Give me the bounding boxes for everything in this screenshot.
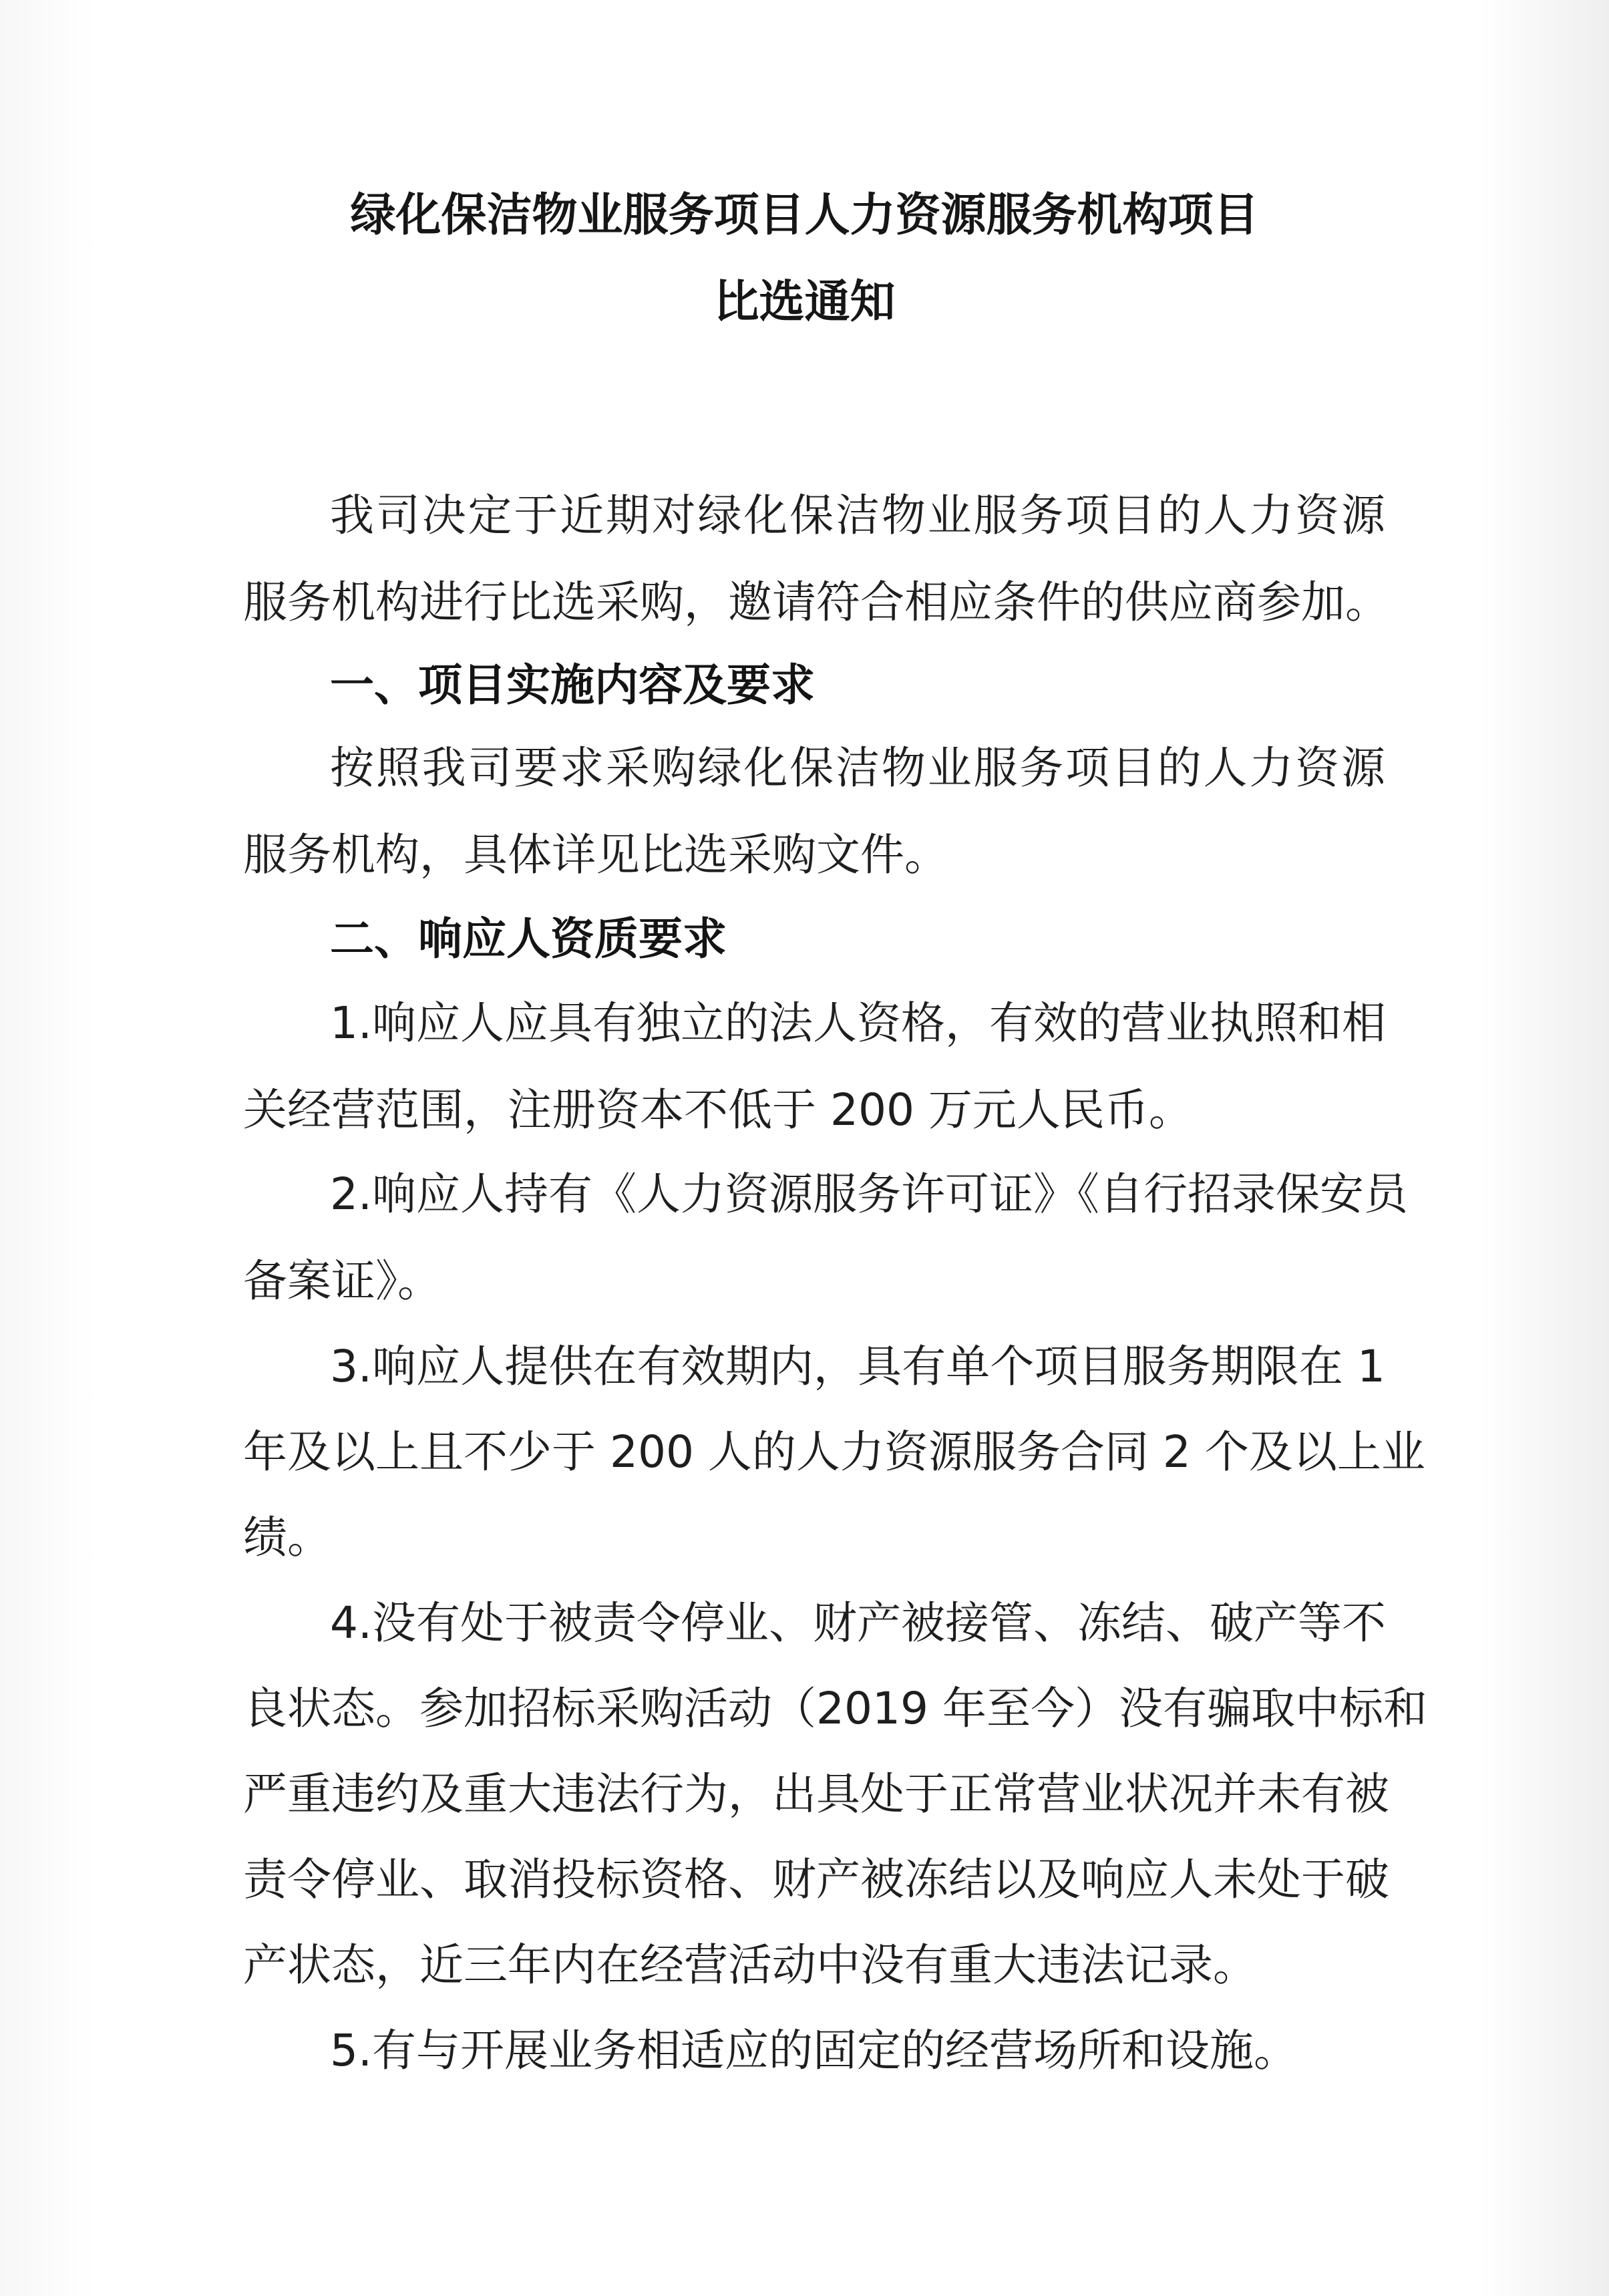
item-5-line-1: 5.有与开展业务相适应的固定的经营场所和设施。	[330, 2025, 1298, 2076]
item-3-line-1: 3.响应人提供在有效期内，具有单个项目服务期限在 1	[330, 1341, 1385, 1392]
intro-paragraph-line-1: 我司决定于近期对绿化保洁物业服务项目的人力资源	[330, 490, 1385, 541]
item-2-line-1: 2.响应人持有《人力资源服务许可证》《自行招录保安员	[330, 1168, 1408, 1220]
section-1-line-1: 按照我司要求采购绿化保洁物业服务项目的人力资源	[330, 742, 1385, 794]
item-3-line-3: 绩。	[243, 1512, 331, 1563]
item-3-line-2: 年及以上且不少于 200 人的人力资源服务合同 2 个及以上业	[243, 1426, 1425, 1478]
item-4-line-5: 产状态，近三年内在经营活动中没有重大违法记录。	[243, 1939, 1257, 1991]
section-1-line-2: 服务机构，具体详见比选采购文件。	[243, 829, 948, 880]
item-2-line-2: 备案证》。	[243, 1255, 441, 1307]
document-title-line-2: 比选通知	[713, 275, 896, 329]
item-4-line-4: 责令停业、取消投标资格、财产被冻结以及响应人未处于破	[243, 1854, 1389, 1905]
section-2-heading: 二、响应人资质要求	[330, 913, 727, 965]
document-title-line-1: 绿化保洁物业服务项目人力资源服务机构项目	[350, 188, 1259, 242]
item-4-line-3: 严重违约及重大违法行为，出具处于正常营业状况并未有被	[243, 1768, 1389, 1820]
item-4-line-1: 4.没有处于被责令停业、财产被接管、冻结、破产等不	[330, 1597, 1386, 1649]
section-1-heading: 一、项目实施内容及要求	[330, 659, 815, 711]
item-1-line-1: 1.响应人应具有独立的法人资格，有效的营业执照和相	[330, 997, 1386, 1049]
item-1-line-2: 关经营范围，注册资本不低于 200 万元人民币。	[243, 1084, 1193, 1136]
intro-paragraph-line-2: 服务机构进行比选采购，邀请符合相应条件的供应商参加。	[243, 577, 1389, 628]
item-4-line-2: 良状态。参加招标采购活动（2019 年至今）没有骗取中标和	[243, 1683, 1427, 1734]
